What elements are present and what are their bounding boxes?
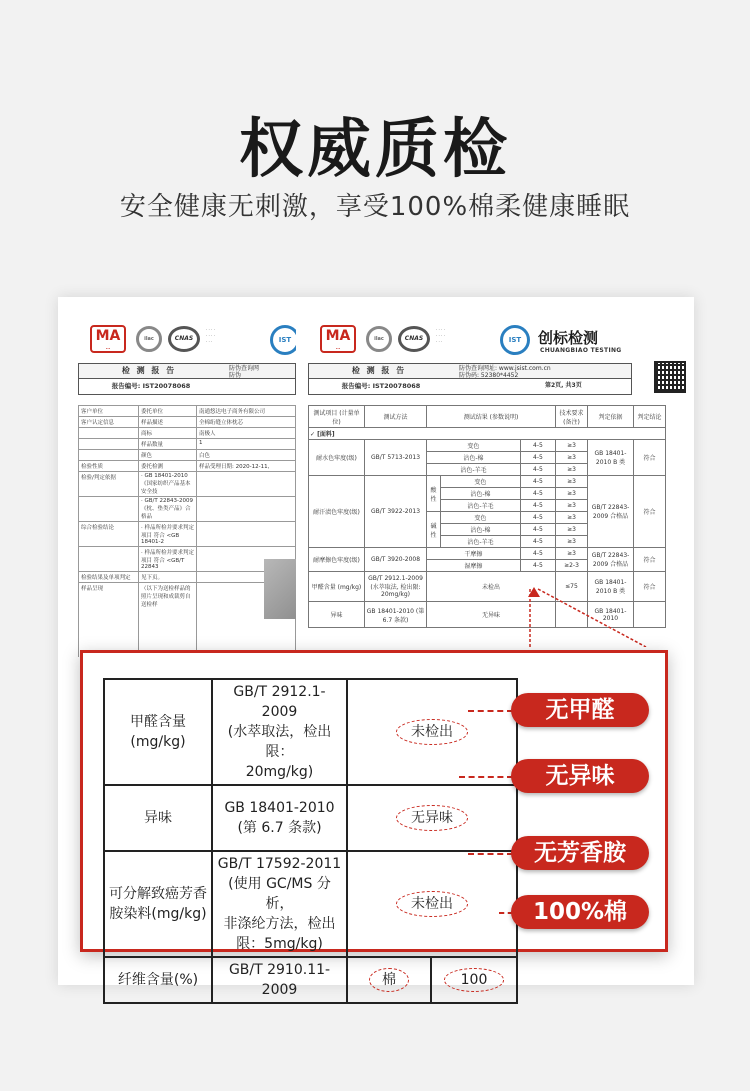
table-row bbox=[79, 583, 296, 658]
table-cell bbox=[79, 497, 139, 522]
table-row bbox=[79, 572, 296, 583]
cnas-logo-icon: CNAS bbox=[168, 326, 200, 352]
table-row: 异味 GB 18401-2010 (第 6.7 条款) 无异味 GB 18401-2010 bbox=[309, 602, 666, 628]
connector-dash bbox=[468, 853, 513, 855]
table-row bbox=[79, 439, 296, 450]
connector-dash bbox=[468, 710, 513, 712]
table-row: 耐水色牢度(级) GB/T 5713-2013 变色 4-5 ≥3 GB 18401-2010 B 类 符合 bbox=[309, 440, 666, 452]
fiber-method: GB/T 2910.11-2009 bbox=[212, 957, 347, 1003]
table-cell: 南极人 bbox=[197, 428, 296, 439]
cnas-logo-icon: CNAS bbox=[398, 326, 430, 352]
table-cell bbox=[79, 428, 139, 439]
table-row: 碱性 变色 4-5 ≥3 bbox=[309, 512, 666, 524]
no-formaldehyde-badge: 无甲醛 bbox=[511, 693, 649, 727]
header-requirement: 技术要求 (备注) bbox=[556, 406, 588, 428]
anti-fake-label: 防伪查询网 防伪 bbox=[229, 365, 260, 379]
ilac-logo-icon: ilac bbox=[136, 326, 162, 352]
table-cell: 白色 bbox=[197, 450, 296, 461]
table-header-row bbox=[309, 406, 666, 428]
hero-title: 权威质检 bbox=[239, 113, 511, 187]
report-page-1 bbox=[78, 297, 296, 657]
fiber-material: 棉 bbox=[347, 957, 431, 1003]
table-row bbox=[104, 957, 517, 1003]
header-test-item: 测试项目 (计量单位) bbox=[309, 406, 365, 428]
table-cell: 样品数量 bbox=[139, 439, 197, 450]
table-cell: 检验结果及单项判定 bbox=[79, 572, 139, 583]
header-basis: 判定依据 bbox=[588, 406, 634, 428]
odor-result: 无异味 bbox=[347, 785, 517, 851]
table-cell: 商标 bbox=[139, 428, 197, 439]
cnas-caption: · · · · · · · · · · · bbox=[436, 327, 445, 344]
table-cell: 南通悠达电子商务有限公司 bbox=[197, 406, 296, 417]
ist-logo-icon: IST bbox=[500, 325, 530, 355]
report-title-bar bbox=[78, 363, 296, 379]
report-title-bar bbox=[308, 363, 632, 379]
aromatic-amine-result: 未检出 bbox=[347, 851, 517, 957]
table-cell bbox=[197, 497, 296, 522]
table-row bbox=[79, 472, 296, 497]
table-cell: 委托单位 bbox=[139, 406, 197, 417]
table-row bbox=[79, 450, 296, 461]
table-cell bbox=[79, 439, 139, 450]
table-cell: 客户认定信息 bbox=[79, 417, 139, 428]
table-row: 甲醛含量 (mg/kg) GB/T 2912.1-2009 (水萃取法, 检出限: 20mg/kg) 未检出 ≤75 GB 18401-2010 B 类 符合 bbox=[309, 572, 666, 602]
certification-logos bbox=[308, 325, 688, 355]
section-row: ✓ [面料] bbox=[309, 428, 666, 440]
connector-dash bbox=[459, 776, 513, 778]
table-row: 沾色-棉 4-5 ≥3 bbox=[309, 488, 666, 500]
table-row: 耐摩擦色牢度(级) GB/T 3920-2008 干摩擦 4-5 ≥3 GB/T 22843-2009 合格品 符合 bbox=[309, 548, 666, 560]
anti-fake-info: 防伪查询网址: www.jsist.com.cn 防伪码: 52380*4452 bbox=[459, 365, 551, 379]
page-indicator: 第2页, 共3页 bbox=[545, 382, 582, 389]
fiber-item: 纤维含量(%) bbox=[104, 957, 212, 1003]
header-conclusion: 判定结论 bbox=[634, 406, 666, 428]
client-info-table bbox=[78, 405, 296, 657]
table-cell bbox=[197, 472, 296, 497]
table-cell: 1 bbox=[197, 439, 296, 450]
ilac-logo-icon: ilac bbox=[366, 326, 392, 352]
table-row bbox=[79, 428, 296, 439]
table-cell: 检验/判定依据 bbox=[79, 472, 139, 497]
table-cell: · GB 18401-2010 《国家纺织产品基本安全技 bbox=[139, 472, 197, 497]
table-row: 沾色-棉 4-5 ≥3 bbox=[309, 452, 666, 464]
table-cell: 见下页。 bbox=[139, 572, 197, 583]
report-number: 报告编号: IST20078068 bbox=[341, 382, 421, 390]
table-cell: 检验性质 bbox=[79, 461, 139, 472]
table-cell bbox=[79, 450, 139, 461]
table-row: 沾色-棉 4-5 ≥3 bbox=[309, 524, 666, 536]
table-row bbox=[79, 461, 296, 472]
formaldehyde-item: 甲醛含量 (mg/kg) bbox=[104, 679, 212, 785]
table-row bbox=[79, 547, 296, 572]
formaldehyde-method: GB/T 2912.1-2009 (水萃取法，检出限： 20mg/kg) bbox=[212, 679, 347, 785]
certification-logos bbox=[78, 325, 296, 355]
table-row bbox=[104, 785, 517, 851]
table-cell: 客户单位 bbox=[79, 406, 139, 417]
no-odor-badge: 无异味 bbox=[511, 759, 649, 793]
table-cell: 样品描述 bbox=[139, 417, 197, 428]
qr-code-icon bbox=[654, 361, 686, 393]
zoomed-results-callout bbox=[80, 650, 668, 998]
report-number-bar bbox=[308, 379, 632, 395]
cma-logo-icon: MA ... bbox=[90, 325, 126, 353]
zoomed-results-table bbox=[103, 678, 518, 1004]
odor-item: 异味 bbox=[104, 785, 212, 851]
report-number: 报告编号: IST20078068 bbox=[111, 382, 191, 390]
table-row: 沾色-羊毛 4-5 ≥3 bbox=[309, 464, 666, 476]
cma-logo-icon: MA ... bbox=[320, 325, 356, 353]
hero-subtitle: 安全健康无刺激，享受100%棉柔健康睡眠 bbox=[119, 192, 631, 222]
table-row bbox=[79, 497, 296, 522]
aromatic-amine-item: 可分解致癌芳香 胺染料(mg/kg) bbox=[104, 851, 212, 957]
table-cell: · 样品所检并要求判定项目 符合 <GB 18401-2 bbox=[139, 522, 197, 547]
table-row bbox=[79, 522, 296, 547]
table-cell bbox=[79, 547, 139, 572]
brand-name: 创标检测 bbox=[538, 329, 599, 347]
sample-photo bbox=[264, 559, 296, 619]
odor-method: GB 18401-2010 (第 6.7 条款) bbox=[212, 785, 347, 851]
report-title: 检 测 报 告 bbox=[121, 366, 177, 375]
header-test-method: 测试方法 bbox=[365, 406, 427, 428]
table-row bbox=[79, 417, 296, 428]
report-number-bar bbox=[78, 379, 296, 395]
no-aromatic-amine-badge: 无芳香胺 bbox=[511, 836, 649, 870]
brand-english-name: CHUANGBIAO TESTING bbox=[540, 347, 622, 354]
table-cell bbox=[197, 522, 296, 547]
callout-connector bbox=[528, 587, 648, 647]
table-row: 沾色-羊毛 4-5 ≥3 bbox=[309, 536, 666, 548]
cnas-caption: · · · · · · · · · · · bbox=[206, 327, 215, 344]
pure-cotton-badge: 100%棉 bbox=[511, 895, 649, 929]
table-cell: 颜色 bbox=[139, 450, 197, 461]
table-row: 沾色-羊毛 4-5 ≥3 bbox=[309, 500, 666, 512]
table-cell: 样品受理日期: 2020-12-11, bbox=[197, 461, 296, 472]
table-cell: · GB/T 22843-2009 《枕、垫类产品》合格品 bbox=[139, 497, 197, 522]
table-cell: 委托检测 bbox=[139, 461, 197, 472]
table-cell: · 样品所检并要求判定项目 符合 <GB/T 22843 bbox=[139, 547, 197, 572]
ist-logo-icon: IST bbox=[270, 325, 296, 355]
fiber-percent: 100 bbox=[431, 957, 517, 1003]
table-row: 耐汗渍色牢度(级) GB/T 3922-2013 酸性 变色 4-5 ≥3 GB/T 22843-2009 合格品 符合 bbox=[309, 476, 666, 488]
table-cell: 综合检验结论 bbox=[79, 522, 139, 547]
table-row bbox=[104, 679, 517, 785]
table-row bbox=[79, 406, 296, 417]
table-row bbox=[104, 851, 517, 957]
table-cell: 样品呈现 bbox=[79, 583, 139, 658]
report-title: 检 测 报 告 bbox=[351, 366, 407, 375]
formaldehyde-result: 未检出 bbox=[347, 679, 517, 785]
table-cell: 全棉绗缝立体枕芯 bbox=[197, 417, 296, 428]
table-row: 湿摩擦 4-5 ≥2-3 bbox=[309, 560, 666, 572]
header-test-result: 测试结果 (参数说明) bbox=[427, 406, 556, 428]
aromatic-amine-method: GB/T 17592-2011 (使用 GC/MS 分析， 非涤纶方法，检出 限：5mg/kg) bbox=[212, 851, 347, 957]
table-cell: （以下为送检样品的照片呈现和成裁剪自送检样 bbox=[139, 583, 197, 658]
